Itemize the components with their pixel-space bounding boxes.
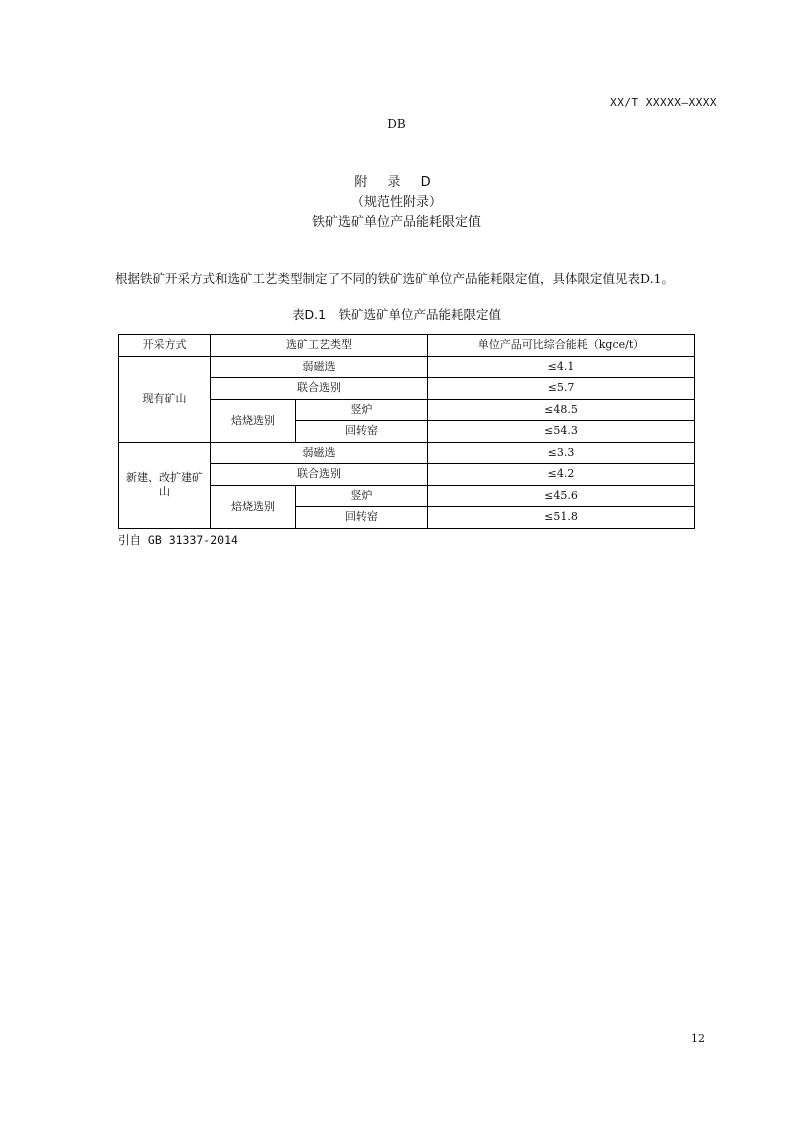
header-energy-consumption: 单位产品可比综合能耗（kgce/t） <box>428 335 695 357</box>
process-cell: 联合选别 <box>211 378 428 400</box>
roasting-cell: 焙烧选别 <box>211 399 296 442</box>
mining-method-cell: 新建、改扩建矿山 <box>119 442 211 528</box>
annex-title: 铁矿选矿单位产品能耗限定值 <box>311 215 481 230</box>
value-cell: ≤54.3 <box>428 421 695 443</box>
table-header-row <box>119 335 695 357</box>
value-cell: ≤45.6 <box>428 485 695 507</box>
db-mark: DB <box>387 117 406 131</box>
table-row <box>119 442 695 464</box>
annex-normative-note: （规范性附录） <box>350 195 442 210</box>
body-paragraph: 根据铁矿开采方式和选矿工艺类型制定了不同的铁矿选矿单位产品能耗限定值，具体限定值见表D.1。 <box>115 270 675 286</box>
source-note: 引自 GB 31337-2014 <box>118 533 238 547</box>
process-cell: 弱磁选 <box>211 356 428 378</box>
mining-method-cell: 现有矿山 <box>119 356 211 442</box>
page-number: 12 <box>691 1032 705 1045</box>
annex-heading <box>0 173 793 233</box>
header-mining-method: 开采方式 <box>119 335 211 357</box>
process-cell: 联合选别 <box>211 464 428 486</box>
value-cell: ≤4.2 <box>428 464 695 486</box>
energy-limit-table <box>118 334 695 529</box>
process-cell: 回转窑 <box>296 507 428 529</box>
process-cell: 弱磁选 <box>211 442 428 464</box>
process-cell: 竖炉 <box>296 399 428 421</box>
value-cell: ≤5.7 <box>428 378 695 400</box>
value-cell: ≤3.3 <box>428 442 695 464</box>
value-cell: ≤48.5 <box>428 399 695 421</box>
annex-label: 附 录 D <box>354 175 439 190</box>
process-cell: 回转窑 <box>296 421 428 443</box>
standard-code: XX/T XXXXX—XXXX <box>610 96 717 109</box>
process-cell: 竖炉 <box>296 485 428 507</box>
table-caption: 表D.1 铁矿选矿单位产品能耗限定值 <box>291 307 502 322</box>
value-cell: ≤4.1 <box>428 356 695 378</box>
value-cell: ≤51.8 <box>428 507 695 529</box>
roasting-cell: 焙烧选别 <box>211 485 296 528</box>
table-row <box>119 356 695 378</box>
header-process-type: 选矿工艺类型 <box>211 335 428 357</box>
